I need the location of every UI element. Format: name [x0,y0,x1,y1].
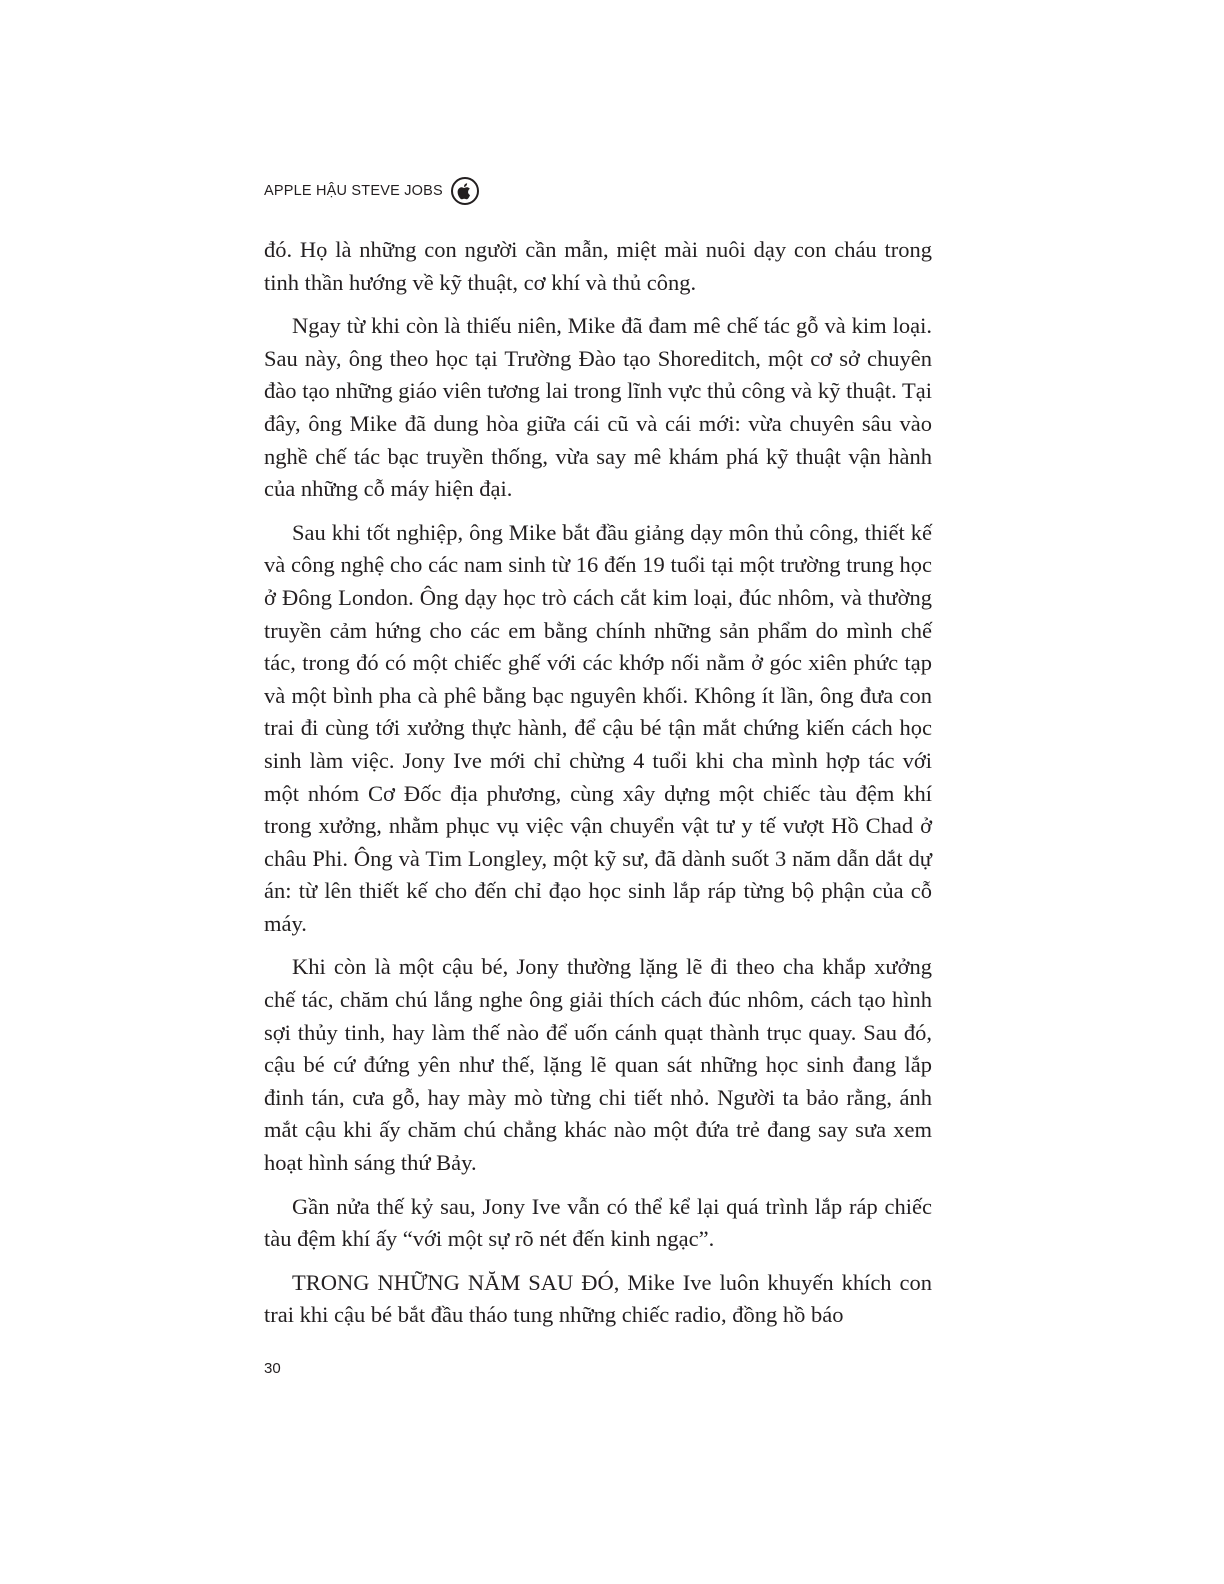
running-head [264,174,479,208]
apple-logo-icon [451,177,479,205]
paragraph: TRONG NHỮNG NĂM SAU ĐÓ, Mike Ive luôn khuyến khích con trai khi cậu bé bắt đầu tháo tung những chiếc radio, đồng hồ báo [264,1269,932,1328]
page-number: 30 [264,1360,281,1377]
running-title: APPLE HẬU STEVE JOBS [264,183,443,199]
paragraph: Khi còn là một cậu bé, Jony thường lặng lẽ đi theo cha khắp xưởng chế tác, chăm chú lắng nghe ông giải thích cách đúc nhôm, cách tạo hình sợi thủy tinh, hay làm thế nào để uốn cánh quạt thành trục quay. Sau đó, cậu bé cứ đứng yên như thế, lặng lẽ quan sát những học sinh đang lắp đinh tán, cưa gỗ, hay mày mò từng chi tiết nhỏ. Người ta bảo rằng, ánh mắt cậu khi ấy chăm chú chẳng khác nào một đứa trẻ đang say sưa xem hoạt hình sáng thứ Bảy. [264,954,932,1176]
paragraph: Ngay từ khi còn là thiếu niên, Mike đã đam mê chế tác gỗ và kim loại. Sau này, ông theo học tại Trường Đào tạo Shoreditch, một cơ sở chuyên đào tạo những giáo viên tương lai trong lĩnh vực thủ công và kỹ thuật. Tại đây, ông Mike đã dung hòa giữa cái cũ và cái mới: vừa chuyên sâu vào nghề chế tác bạc truyền thống, vừa say mê khám phá kỹ thuật vận hành của những cỗ máy hiện đại. [264,313,932,502]
paragraph: đó. Họ là những con người cần mẫn, miệt mài nuôi dạy con cháu trong tinh thần hướng về kỹ thuật, cơ khí và thủ công. [264,237,932,295]
body-text [264,234,932,1343]
paragraph: Gần nửa thế kỷ sau, Jony Ive vẫn có thể kể lại quá trình lắp ráp chiếc tàu đệm khí ấy “với một sự rõ nét đến kinh ngạc”. [264,1193,932,1252]
paragraph: Sau khi tốt nghiệp, ông Mike bắt đầu giảng dạy môn thủ công, thiết kế và công nghệ cho các nam sinh từ 16 đến 19 tuổi tại một trường trung học ở Đông London. Ông dạy học trò cách cắt kim loại, đúc nhôm, và thường truyền cảm hứng cho các em bằng chính những sản phẩm do mình chế tác, trong đó có một chiếc ghế với các khớp nối nằm ở góc xiên phức tạp và một bình pha cà phê bằng bạc nguyên khối. Không ít lần, ông đưa con trai đi cùng tới xưởng thực hành, để cậu bé tận mắt chứng kiến cách học sinh làm việc. Jony Ive mới chỉ chừng 4 tuổi khi cha mình hợp tác với một nhóm Cơ Đốc địa phương, cùng xây dựng một chiếc tàu đệm khí trong xưởng, nhằm phục vụ việc vận chuyển vật tư y tế vượt Hồ Chad ở châu Phi. Ông và Tim Longley, một kỹ sư, đã dành suốt 3 năm dẫn dắt dự án: từ lên thiết kế cho đến chỉ đạo học sinh lắp ráp từng bộ phận của cỗ máy. [264,519,932,936]
